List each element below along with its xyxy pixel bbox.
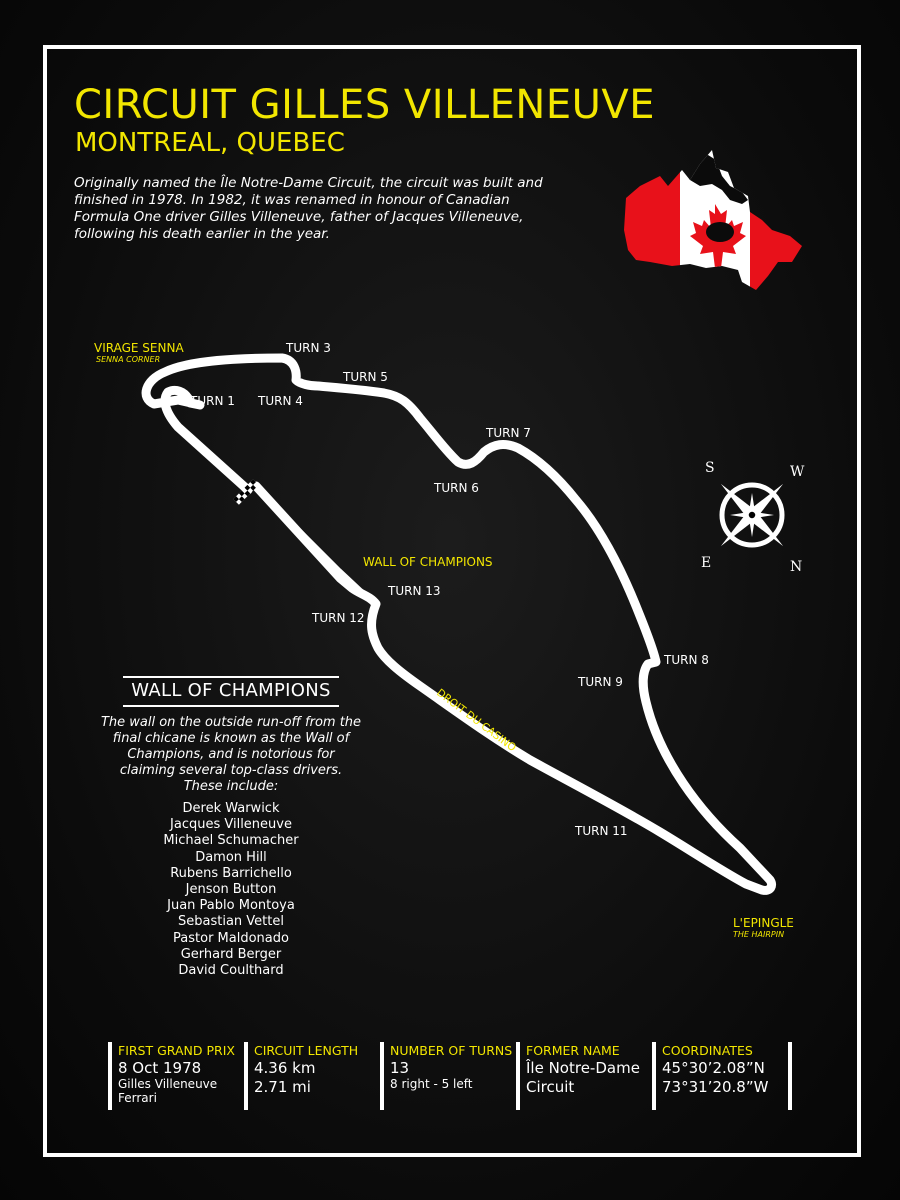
label-turn-12: TURN 12 (312, 611, 365, 625)
stat-label: COORDINATES (662, 1043, 753, 1058)
label-droit-du-casino: DROIT DU CASINO (434, 686, 519, 755)
drivers-list (100, 801, 362, 979)
driver-item: Damon Hill (195, 849, 267, 865)
label-turn-9: TURN 9 (578, 675, 623, 689)
stat-value: 45°30’2.08”N (662, 1059, 765, 1077)
driver-item: Jenson Button (185, 882, 277, 898)
poster-subtitle: MONTREAL, QUEBEC (75, 128, 345, 158)
intro-text: Originally named the Île Notre-Dame Circuit, the circuit was built and finished in 1978. In 1982, it was renamed in honour of Canadian Formula One driver Gilles Villeneuve, father of Jacques Villeneuve, following his death earlier in the year. (74, 175, 543, 242)
label-turn-6: TURN 6 (434, 481, 479, 495)
stats-bar (108, 1042, 796, 1110)
label-turn-4: TURN 4 (258, 394, 303, 408)
driver-item: Gerhard Berger (180, 946, 282, 962)
label-turn-7: TURN 7 (486, 426, 531, 440)
stat-value: Île Notre-Dame (526, 1059, 640, 1077)
label-turn-5: TURN 5 (343, 370, 388, 384)
stat-sub: Gilles Villeneuve (118, 1077, 218, 1091)
stat-label: FIRST GRAND PRIX (118, 1043, 235, 1058)
label-turn-3: TURN 3 (286, 341, 331, 355)
driver-item: David Coulthard (178, 963, 284, 979)
stat-value: 13 (390, 1059, 410, 1077)
driver-item: Rubens Barrichello (170, 865, 292, 881)
wall-of-champions-text: The wall on the outside run-off from the final chicane is known as the Wall of Champions, and is notorious for claiming several top-class drivers. These include: (100, 715, 362, 794)
label-lepingle: L'EPINGLE (733, 916, 794, 930)
label-wall-of-champions: WALL OF CHAMPIONS (363, 555, 493, 569)
label-senna-corner: SENNA CORNER (96, 355, 161, 364)
pit-lane-line (256, 486, 372, 600)
driver-item: Pastor Maldonado (173, 930, 289, 946)
compass-e: E (701, 555, 712, 571)
stat-value: 73°31’20.8”W (662, 1078, 769, 1096)
poster-title: CIRCUIT GILLES VILLENEUVE (74, 82, 656, 128)
label-turn-11: TURN 11 (575, 824, 628, 838)
compass-w: W (790, 464, 805, 480)
stat-sub: 8 right - 5 left (390, 1077, 473, 1091)
label-the-hairpin: THE HAIRPIN (733, 930, 785, 939)
canada-flag-map-icon (600, 140, 820, 300)
stat-circuit-length (248, 1042, 384, 1110)
stat-former-name (520, 1042, 656, 1110)
stat-label: FORMER NAME (526, 1043, 620, 1058)
stat-value: 8 Oct 1978 (118, 1059, 202, 1077)
stat-value: 4.36 km (254, 1059, 316, 1077)
label-turn-8: TURN 8 (664, 653, 709, 667)
label-turn-13: TURN 13 (388, 584, 441, 598)
driver-item: Juan Pablo Montoya (167, 898, 295, 914)
driver-item: Michael Schumacher (163, 833, 299, 849)
stat-first-grand-prix (112, 1042, 248, 1110)
stat-label: NUMBER OF TURNS (390, 1043, 513, 1058)
stat-sub: Ferrari (118, 1091, 157, 1105)
label-turn-1: TURN 1 (190, 394, 235, 408)
driver-item: Jacques Villeneuve (170, 817, 292, 833)
stat-label: CIRCUIT LENGTH (254, 1043, 359, 1058)
compass-n: N (790, 559, 803, 575)
stat-value: Circuit (526, 1078, 575, 1096)
compass-s: S (705, 460, 715, 476)
driver-item: Derek Warwick (182, 801, 280, 816)
label-virage-senna: VIRAGE SENNA (94, 341, 184, 355)
wall-of-champions-panel (100, 676, 362, 979)
driver-item: Sebastian Vettel (178, 914, 284, 930)
stat-value: 2.71 mi (254, 1078, 311, 1096)
stat-number-of-turns (384, 1042, 520, 1110)
wall-of-champions-title: WALL OF CHAMPIONS (123, 676, 338, 707)
stat-coordinates (656, 1042, 792, 1110)
